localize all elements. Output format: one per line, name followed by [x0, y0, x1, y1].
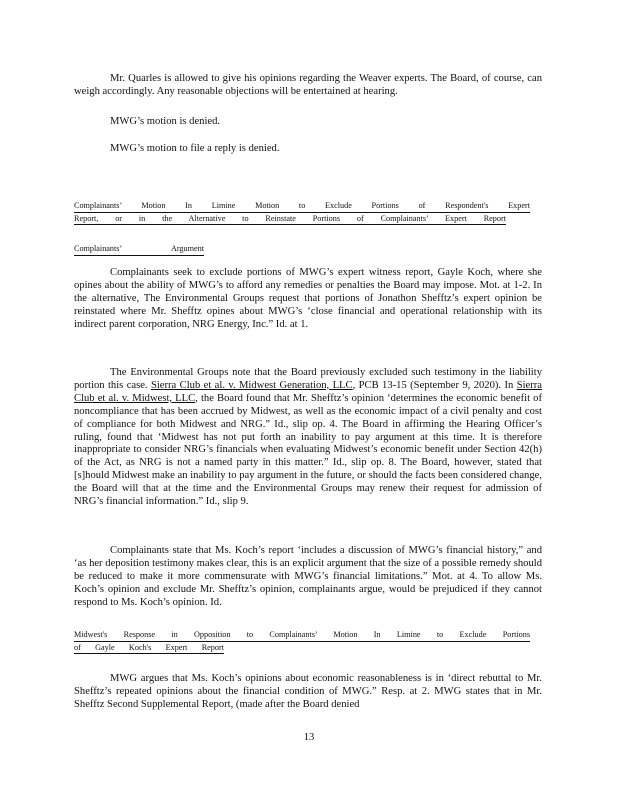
paragraph-env-part-2: , PCB 13-15 (September 9, 2020). In [352, 379, 514, 391]
heading-complainants-argument-text: Complainants’ Argument [74, 243, 204, 256]
case-citation-sierra-club-midwest: Sierra Club et al. v. Midwest, LLC [74, 379, 542, 404]
heading-midwest-response [74, 629, 530, 654]
heading-complainants-motion [74, 200, 530, 225]
ruling-motion-denied: MWG’s motion is denied. [110, 116, 221, 127]
paragraph-env-part-3: , the Board found that Mr. Shefftz’s opinion ‘determines the economic benefit of noncompliance that has been accrued by Midwest, as well as the economic impact of a civil penalty and cost of compliance for both Midwest and NRG.” Id., slip op. 4. The Board in affirming the Hearing Officer’s ruling, found that ‘Midwest has not put forth an inability to pay argument at this time. It is therefore inappropriate to consider NRG’s financials when evaluating Midwest’s economic benefit under Section 42(h) of the Act, as NRG is not a named party in this matter.” Id., slip op. 8. The Board, however, stated that [s]hould Midwest make an inability to pay argument in the future, or should the facts been considered change, the Board will that at the time and the Environmental Groups may renew their request for admission of NRG’s financial information.” Id., slip 9. [74, 392, 542, 508]
page-number: 13 [303, 732, 315, 743]
heading-complainants-argument [74, 243, 204, 256]
heading-complainants-motion-line-1: Complainants’ Motion In Limine Motion to Exclude Portions of Respondent's Expert [74, 200, 530, 213]
heading-complainants-motion-line-2: Report, or in the Alternative to Reinstate Portions of Complainants’ Expert Report [74, 213, 506, 226]
paragraph-env-part-1: The Environmental Groups note that the Board previously excluded such testimony in the liability portion this case. [74, 367, 542, 391]
paragraph-environmental-groups [74, 367, 542, 509]
heading-midwest-response-line-2: of Gayle Koch's Expert Report [74, 642, 224, 655]
paragraph-quarles: Mr. Quarles is allowed to give his opinions regarding the Weaver experts. The Board, of course, can weigh accordingly. Any reasonable objections will be entertained at hearing. [74, 73, 542, 97]
ruling-reply-denied: MWG’s motion to file a reply is denied. [110, 143, 280, 154]
paragraph-complainants-seek: Complainants seek to exclude portions of MWG’s expert witness report, Gayle Koch, where she opines about the ability of MWG’s to afford any remedies or penalties the Board may impose. Mot. at 1-2. In the alternative, The Environmental Groups request that portions of Jonathon Shefftz’s expert opinion be reinstated where Mr. Shefftz opines about MWG’s ‘close financial and operational relationship with its indirect parent corporation, NRG Energy, Inc.” Id. at 1. [74, 267, 542, 330]
paragraph-koch-report: Complainants state that Ms. Koch’s report ‘includes a discussion of MWG’s financial history,” and ‘as her deposition testimony makes clear, this is an explicit argument that the size of a possible remedy should be reduced to make it more commensurate with MWG’s financial limitations.” Mot. at 4. To allow Ms. Koch’s opinion and exclude Mr. Shefftz’s opinion, complainants argue, would be prejudiced if they cannot respond to Ms. Koch’s opinion. Id. [74, 545, 542, 608]
paragraph-mwg-argues: MWG argues that Ms. Koch’s opinions about economic reasonableness is in ‘direct rebuttal to Mr. Shefftz’s repeated opinions about the financial condition of MWG.” Resp. at 2. MWG states that in Mr. Shefftz Second Supplemental Report, (made after the Board denied [74, 673, 542, 710]
case-citation-sierra-club-midwest-generation: Sierra Club et al. v. Midwest Generation, LLC [150, 379, 353, 391]
heading-midwest-response-line-1: Midwest's Response in Opposition to Complainants’ Motion In Limine to Exclude Portions [74, 629, 530, 642]
